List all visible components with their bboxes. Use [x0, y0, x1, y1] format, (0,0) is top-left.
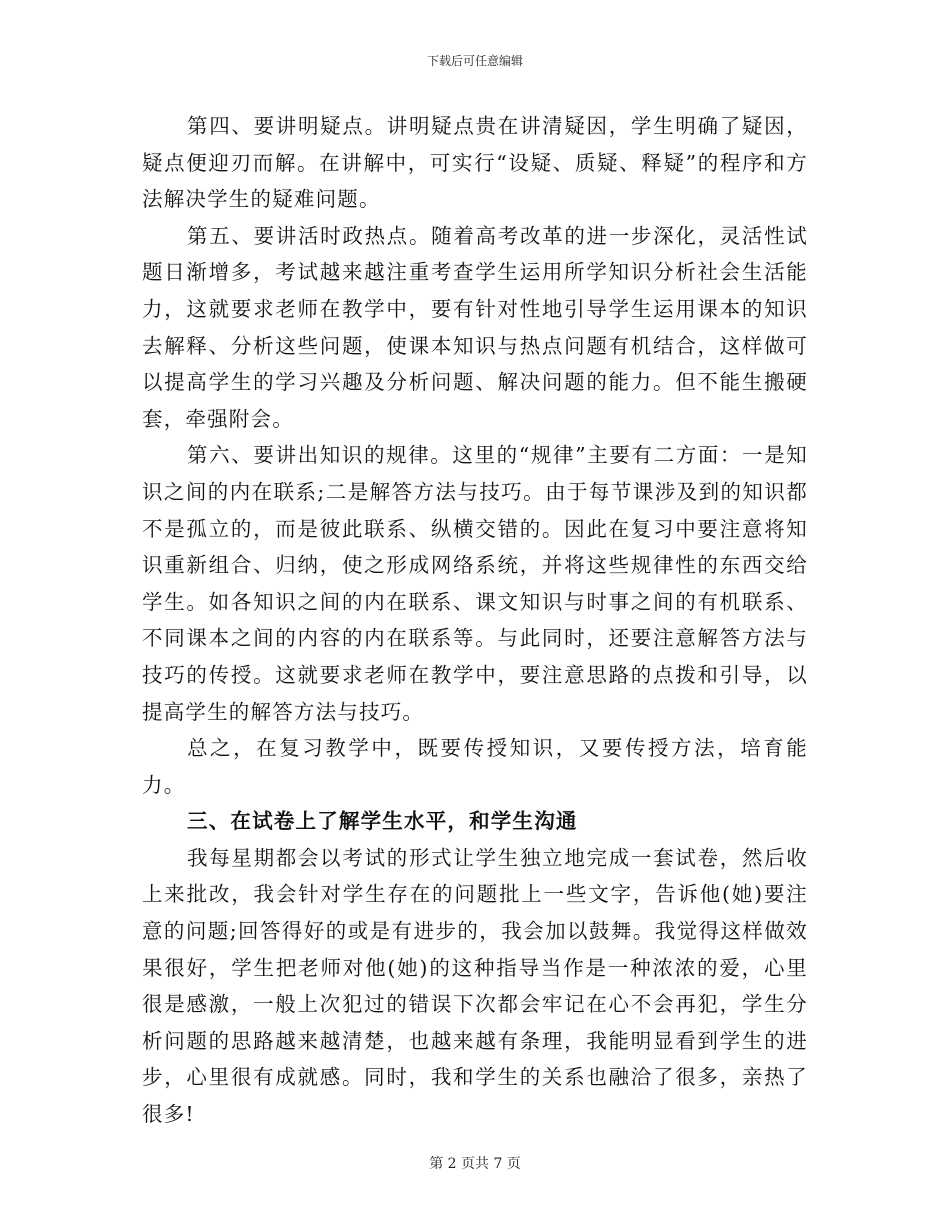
paragraph-summary: 总之，在复习教学中，既要传授知识，又要传授方法，培育能力。 — [142, 736, 808, 797]
page-header: 下载后可任意编辑 — [426, 54, 523, 68]
document-body — [142, 108, 808, 1133]
section-heading-three: 三、在试卷上了解学生水平，和学生沟通 — [187, 809, 578, 834]
paragraph-point-five: 第五、要讲活时政热点。随着高考改革的进一步深化，灵活性试题日渐增多，考试越来越注重考查学生运用所学知识分析社会生活能力，这就要求老师在教学中，要有针对性地引导学生运用课本的知识去解释、分析这些问题，使课本知识与热点问题有机结合，这样做可以提高学生的学习兴趣及分析问题、解决问题的能力。但不能生搬硬套，牵强附会。 — [142, 223, 808, 431]
paragraph-section-three: 我每星期都会以考试的形式让学生独立地完成一套试卷，然后收上来批改，我会针对学生存在的问题批上一些文字，告诉他(她)要注意的问题;回答得好的或是有进步的，我会加以鼓舞。我觉得这样做效果很好，学生把老师对他(她)的这种指导当作是一种浓浓的爱，心里很是感激，一般上次犯过的错误下次都会牢记在心不会再犯，学生分析问题的思路越来越清楚，也越来越有条理，我能明显看到学生的进步，心里很有成就感。同时，我和学生的关系也融洽了很多，亲热了很多! — [142, 845, 808, 1127]
page-number-footer: 第 2 页共 7 页 — [429, 1156, 521, 1172]
paragraph-point-six: 第六、要讲出知识的规律。这里的“规律”主要有二方面：一是知识之间的内在联系;二是解答方法与技巧。由于每节课涉及到的知识都不是孤立的，而是彼此联系、纵横交错的。因此在复习中要注意将知识重新组合、归纳，使之形成网络系统，并将这些规律性的东西交给学生。如各知识之间的内在联系、课文知识与时事之间的有机联系、不同课本之间的内容的内在联系等。与此同时，还要注意解答方法与技巧的传授。这就要求老师在教学中，要注意思路的点拨和引导，以提高学生的解答方法与技巧。 — [142, 443, 808, 724]
paragraph-point-four: 第四、要讲明疑点。讲明疑点贵在讲清疑因，学生明确了疑因，疑点便迎刃而解。在讲解中，可实行“设疑、质疑、释疑”的程序和方法解决学生的疑难问题。 — [142, 114, 808, 212]
